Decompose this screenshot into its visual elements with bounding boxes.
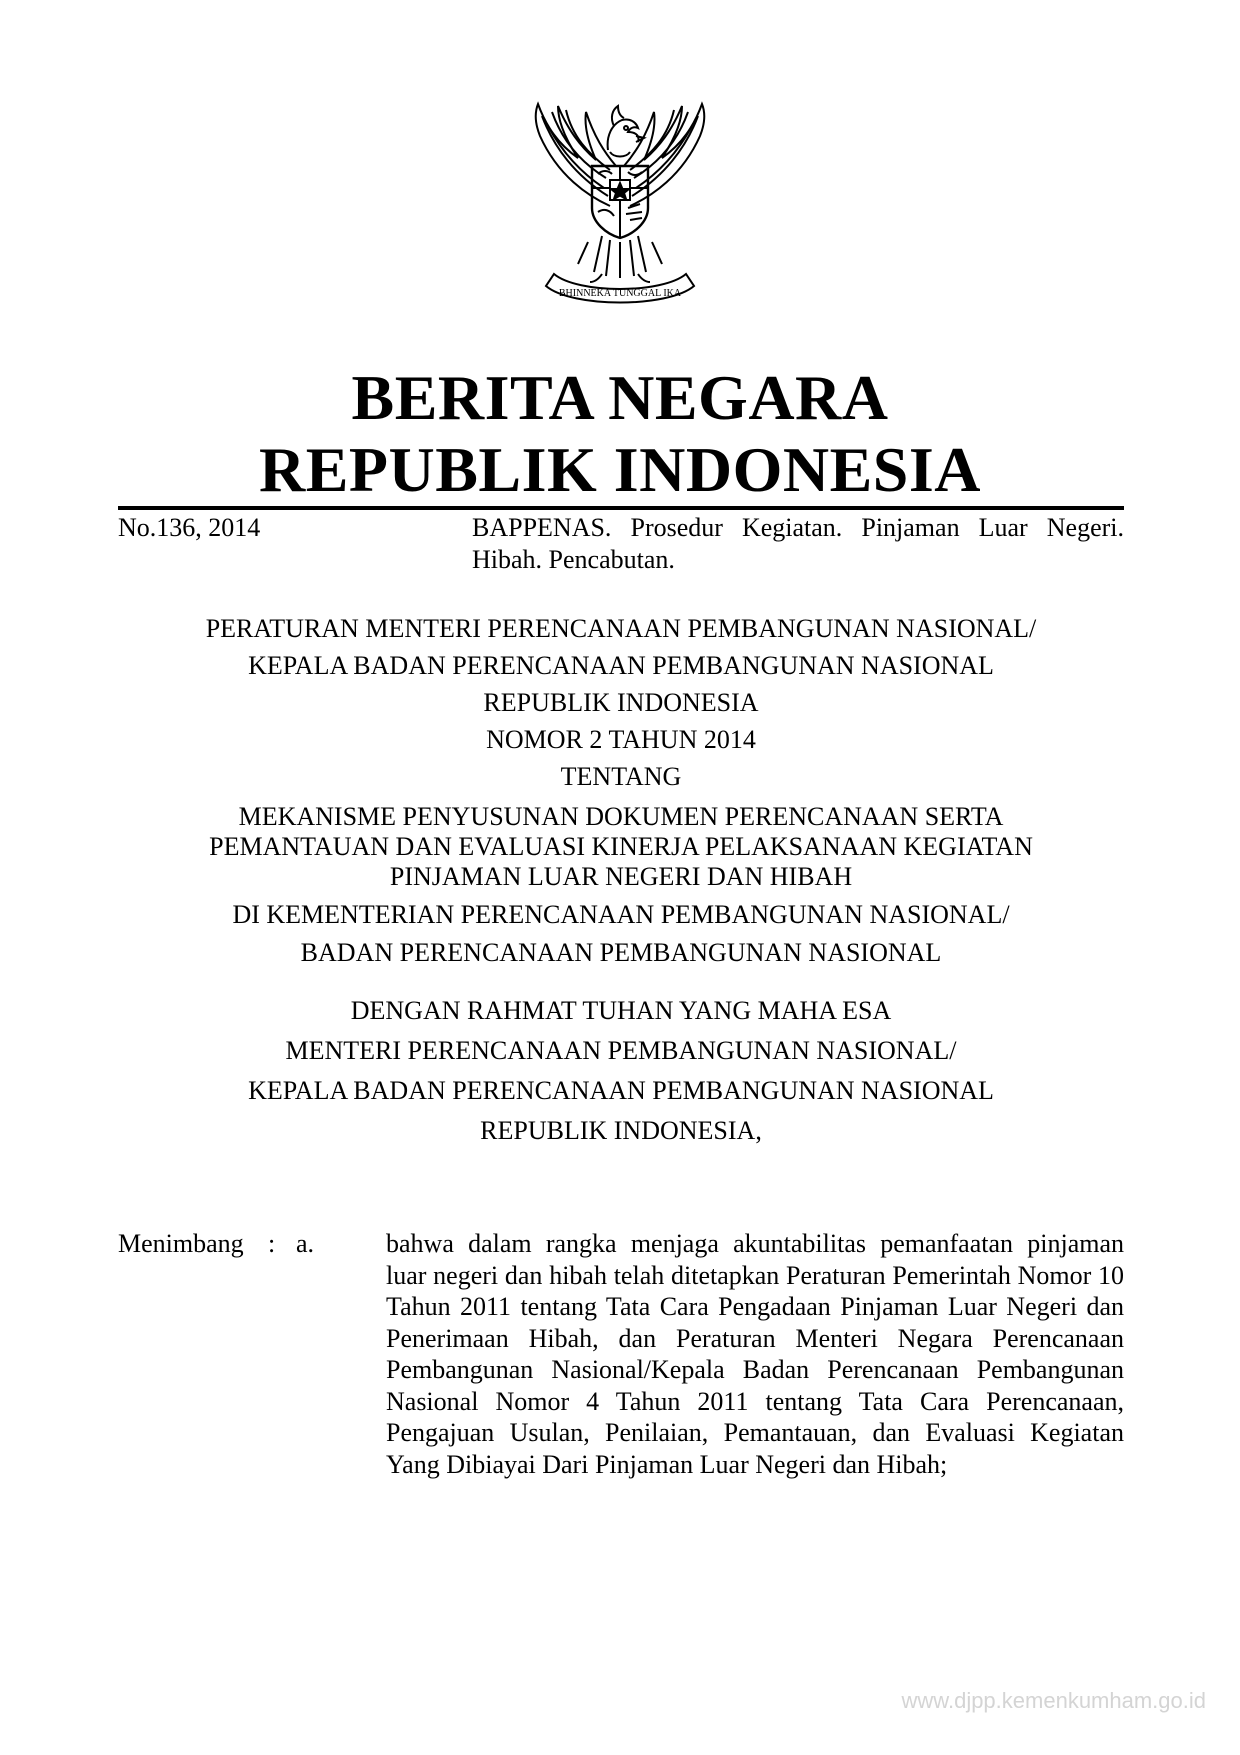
regulation-title-line: REPUBLIK INDONESIA <box>483 688 759 717</box>
preamble-line: MENTERI PERENCANAAN PEMBANGUNAN NASIONAL/ <box>285 1036 957 1065</box>
regulation-tentang: TENTANG <box>560 762 682 791</box>
issue-number: No.136, 2014 <box>118 513 261 542</box>
preamble-line: REPUBLIK INDONESIA, <box>480 1116 762 1145</box>
menimbang-colon: : <box>268 1229 276 1258</box>
issue-summary: BAPPENAS. Prosedur Kegiatan. Pinjaman Luar Negeri. Hibah. Pencabutan. <box>472 513 1124 574</box>
masthead-divider <box>118 506 1124 510</box>
regulation-title-line: PERATURAN MENTERI PERENCANAAN PEMBANGUNAN NASIONAL/ <box>205 614 1037 643</box>
regulation-subject-line: MEKANISME PENYUSUNAN DOKUMEN PERENCANAAN SERTA <box>238 802 1004 831</box>
menimbang-item-letter: a. <box>296 1229 315 1258</box>
preamble-line: DENGAN RAHMAT TUHAN YANG MAHA ESA <box>350 996 892 1025</box>
regulation-subject-line: BADAN PERENCANAAN PEMBANGUNAN NASIONAL <box>300 938 942 967</box>
masthead-subtitle: REPUBLIK INDONESIA <box>258 434 982 505</box>
regulation-subject-line: PINJAMAN LUAR NEGERI DAN HIBAH <box>389 862 853 891</box>
emblem-motto: BHINNEKA TUNGGAL IKA <box>558 288 682 299</box>
watermark-url: www.djpp.kemenkumham.go.id <box>901 1688 1206 1713</box>
masthead-title: BERITA NEGARA <box>351 362 889 433</box>
garuda-pancasila-emblem-icon <box>518 96 722 312</box>
regulation-number: NOMOR 2 TAHUN 2014 <box>486 725 756 754</box>
menimbang-label: Menimbang <box>118 1229 244 1258</box>
regulation-subject-line: DI KEMENTERIAN PERENCANAAN PEMBANGUNAN NASIONAL/ <box>232 900 1010 929</box>
regulation-subject-line: PEMANTAUAN DAN EVALUASI KINERJA PELAKSANAAN KEGIATAN <box>209 832 1033 861</box>
menimbang-item-text: bahwa dalam rangka menjaga akuntabilitas pemanfaatan pinjaman luar negeri dan hibah telah ditetapkan Peraturan Pemerintah Nomor 10 Tahun 2011 tentang Tata Cara Pengadaan Pinjaman Luar Negeri dan Penerimaan Hibah, dan Peraturan Menteri Negara Perencanaan Pembangunan Nasional/Kepala Badan Perencanaan Pembangunan Nasional Nomor 4 Tahun 2011 tentang Tata Cara Perencanaan, Pengajuan Usulan, Penilaian, Pemantauan, dan Evaluasi Kegiatan Yang Dibiayai Dari Pinjaman Luar Negeri dan Hibah; <box>386 1229 1124 1479</box>
regulation-title-line: KEPALA BADAN PERENCANAAN PEMBANGUNAN NASIONAL <box>248 651 994 680</box>
preamble-line: KEPALA BADAN PERENCANAAN PEMBANGUNAN NASIONAL <box>248 1076 994 1105</box>
